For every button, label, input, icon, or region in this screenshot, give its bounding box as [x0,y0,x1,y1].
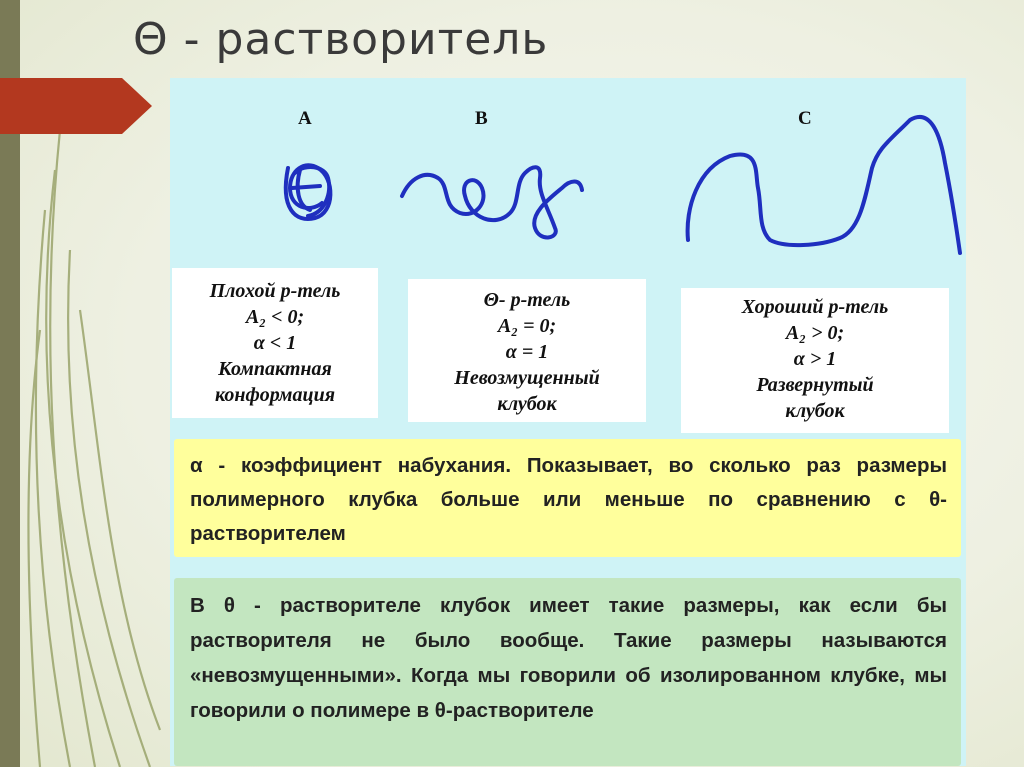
slide-title: Θ - растворитель [133,14,549,65]
coil-label-b: B [475,108,488,129]
theta-note-text: В θ - растворителе клубок имеет такие размеры, как если бы растворителя не было вообще. Такие размеры называются «невозмущенными». Когда мы говорили об изолированном клубке, мы говорили о полимере в θ-растворителе [190,594,947,722]
card-line: Хороший р-тель [741,296,889,318]
poor-solvent-card [172,268,378,418]
card-line: A₂ = 0; [497,315,557,337]
card-line: клубок [785,400,845,422]
coil-label-c: C [798,108,812,129]
card-line: α < 1 [253,332,297,354]
expanded-coil-drawing [688,117,960,253]
figure-panel [170,78,966,766]
card-line: Θ- р-тель [483,289,571,311]
card-line: α = 1 [505,341,549,363]
good-solvent-card [681,288,949,433]
coil-label-a: A [298,108,312,129]
alpha-note [174,439,961,557]
card-line: A₂ > 0; [785,322,845,344]
card-line: Развернутый [756,374,874,396]
card-line: Плохой р-тель [209,280,341,302]
card-line: Невозмущенный [454,367,600,389]
accent-tab [0,78,152,134]
coil-drawings [170,78,966,278]
theta-note [174,578,961,766]
card-line: конформация [214,384,336,406]
card-line: α > 1 [793,348,837,370]
unperturbed-coil-drawing [402,167,582,237]
card-line: клубок [497,393,557,415]
theta-solvent-card [408,279,646,422]
alpha-note-text: α - коэффициент набухания. Показывает, во сколько раз размеры полимерного клубка больше или меньше по сравнению с θ-растворителем [190,454,947,545]
compact-coil-drawing [286,165,331,219]
card-line: A₂ < 0; [245,306,305,328]
card-line: Компактная [218,358,332,380]
